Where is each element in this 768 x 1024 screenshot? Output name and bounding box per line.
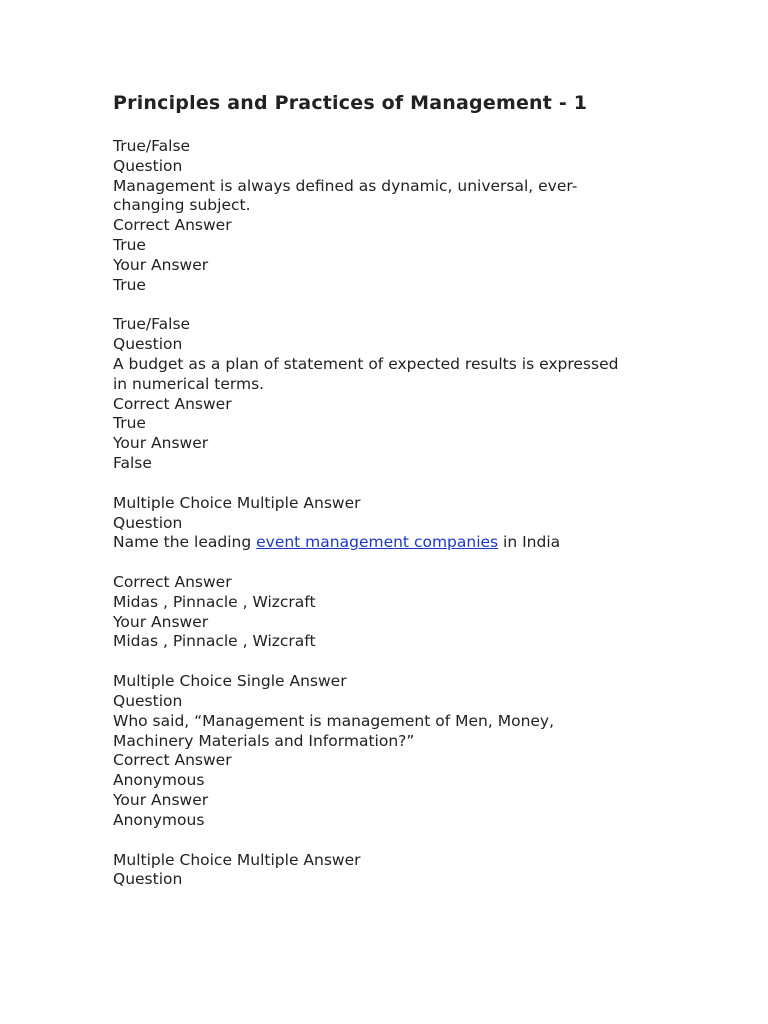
correct-answer-label: Correct Answer: [113, 572, 232, 591]
question-label: Question: [113, 335, 183, 354]
question-text-line: Who said, “Management is management of Men, Money,: [113, 711, 555, 730]
question-type: Multiple Choice Multiple Answer: [113, 493, 361, 512]
blank-line: [113, 553, 673, 573]
question-block-4: [113, 672, 673, 830]
your-answer-value: True: [113, 275, 146, 294]
question-label: Question: [113, 691, 183, 710]
question-text-line: Machinery Materials and Information?”: [113, 731, 415, 750]
question-label: Question: [113, 513, 183, 532]
your-answer-value: Anonymous: [113, 810, 205, 829]
correct-answer-label: Correct Answer: [113, 394, 232, 413]
question-text-line: Management is always defined as dynamic, universal, ever-: [113, 176, 578, 195]
correct-answer-value: True: [113, 235, 146, 254]
question-block-3: [113, 494, 673, 652]
question-block-1: [113, 137, 673, 295]
correct-answer-label: Correct Answer: [113, 216, 232, 235]
your-answer-value: False: [113, 453, 152, 472]
your-answer-label: Your Answer: [113, 434, 209, 453]
question-label: Question: [113, 870, 183, 889]
your-answer-value: Midas , Pinnacle , Wizcraft: [113, 632, 316, 651]
question-type: True/False: [113, 137, 191, 155]
event-management-companies-link[interactable]: event management companies: [256, 533, 499, 552]
your-answer-label: Your Answer: [113, 255, 209, 274]
question-label: Question: [113, 156, 183, 175]
question-type: Multiple Choice Multiple Answer: [113, 850, 361, 869]
question-block-2: [113, 315, 673, 473]
document-page: [113, 90, 673, 910]
your-answer-label: Your Answer: [113, 612, 209, 631]
question-block-5: [113, 851, 673, 891]
your-answer-label: Your Answer: [113, 790, 209, 809]
question-text-line: changing subject.: [113, 196, 251, 215]
question-text-line: in numerical terms.: [113, 374, 265, 393]
question-text-after: in India: [498, 533, 561, 552]
correct-answer-value: Anonymous: [113, 771, 205, 790]
correct-answer-value: Midas , Pinnacle , Wizcraft: [113, 592, 316, 611]
question-text-line: [113, 533, 673, 553]
correct-answer-value: True: [113, 414, 146, 433]
correct-answer-label: Correct Answer: [113, 751, 232, 770]
document-title: Principles and Practices of Management - 1: [113, 92, 588, 114]
question-text-line: A budget as a plan of statement of expected results is expressed: [113, 354, 619, 373]
question-text-before: Name the leading: [113, 533, 257, 552]
question-type: Multiple Choice Single Answer: [113, 672, 347, 691]
question-type: True/False: [113, 315, 191, 334]
